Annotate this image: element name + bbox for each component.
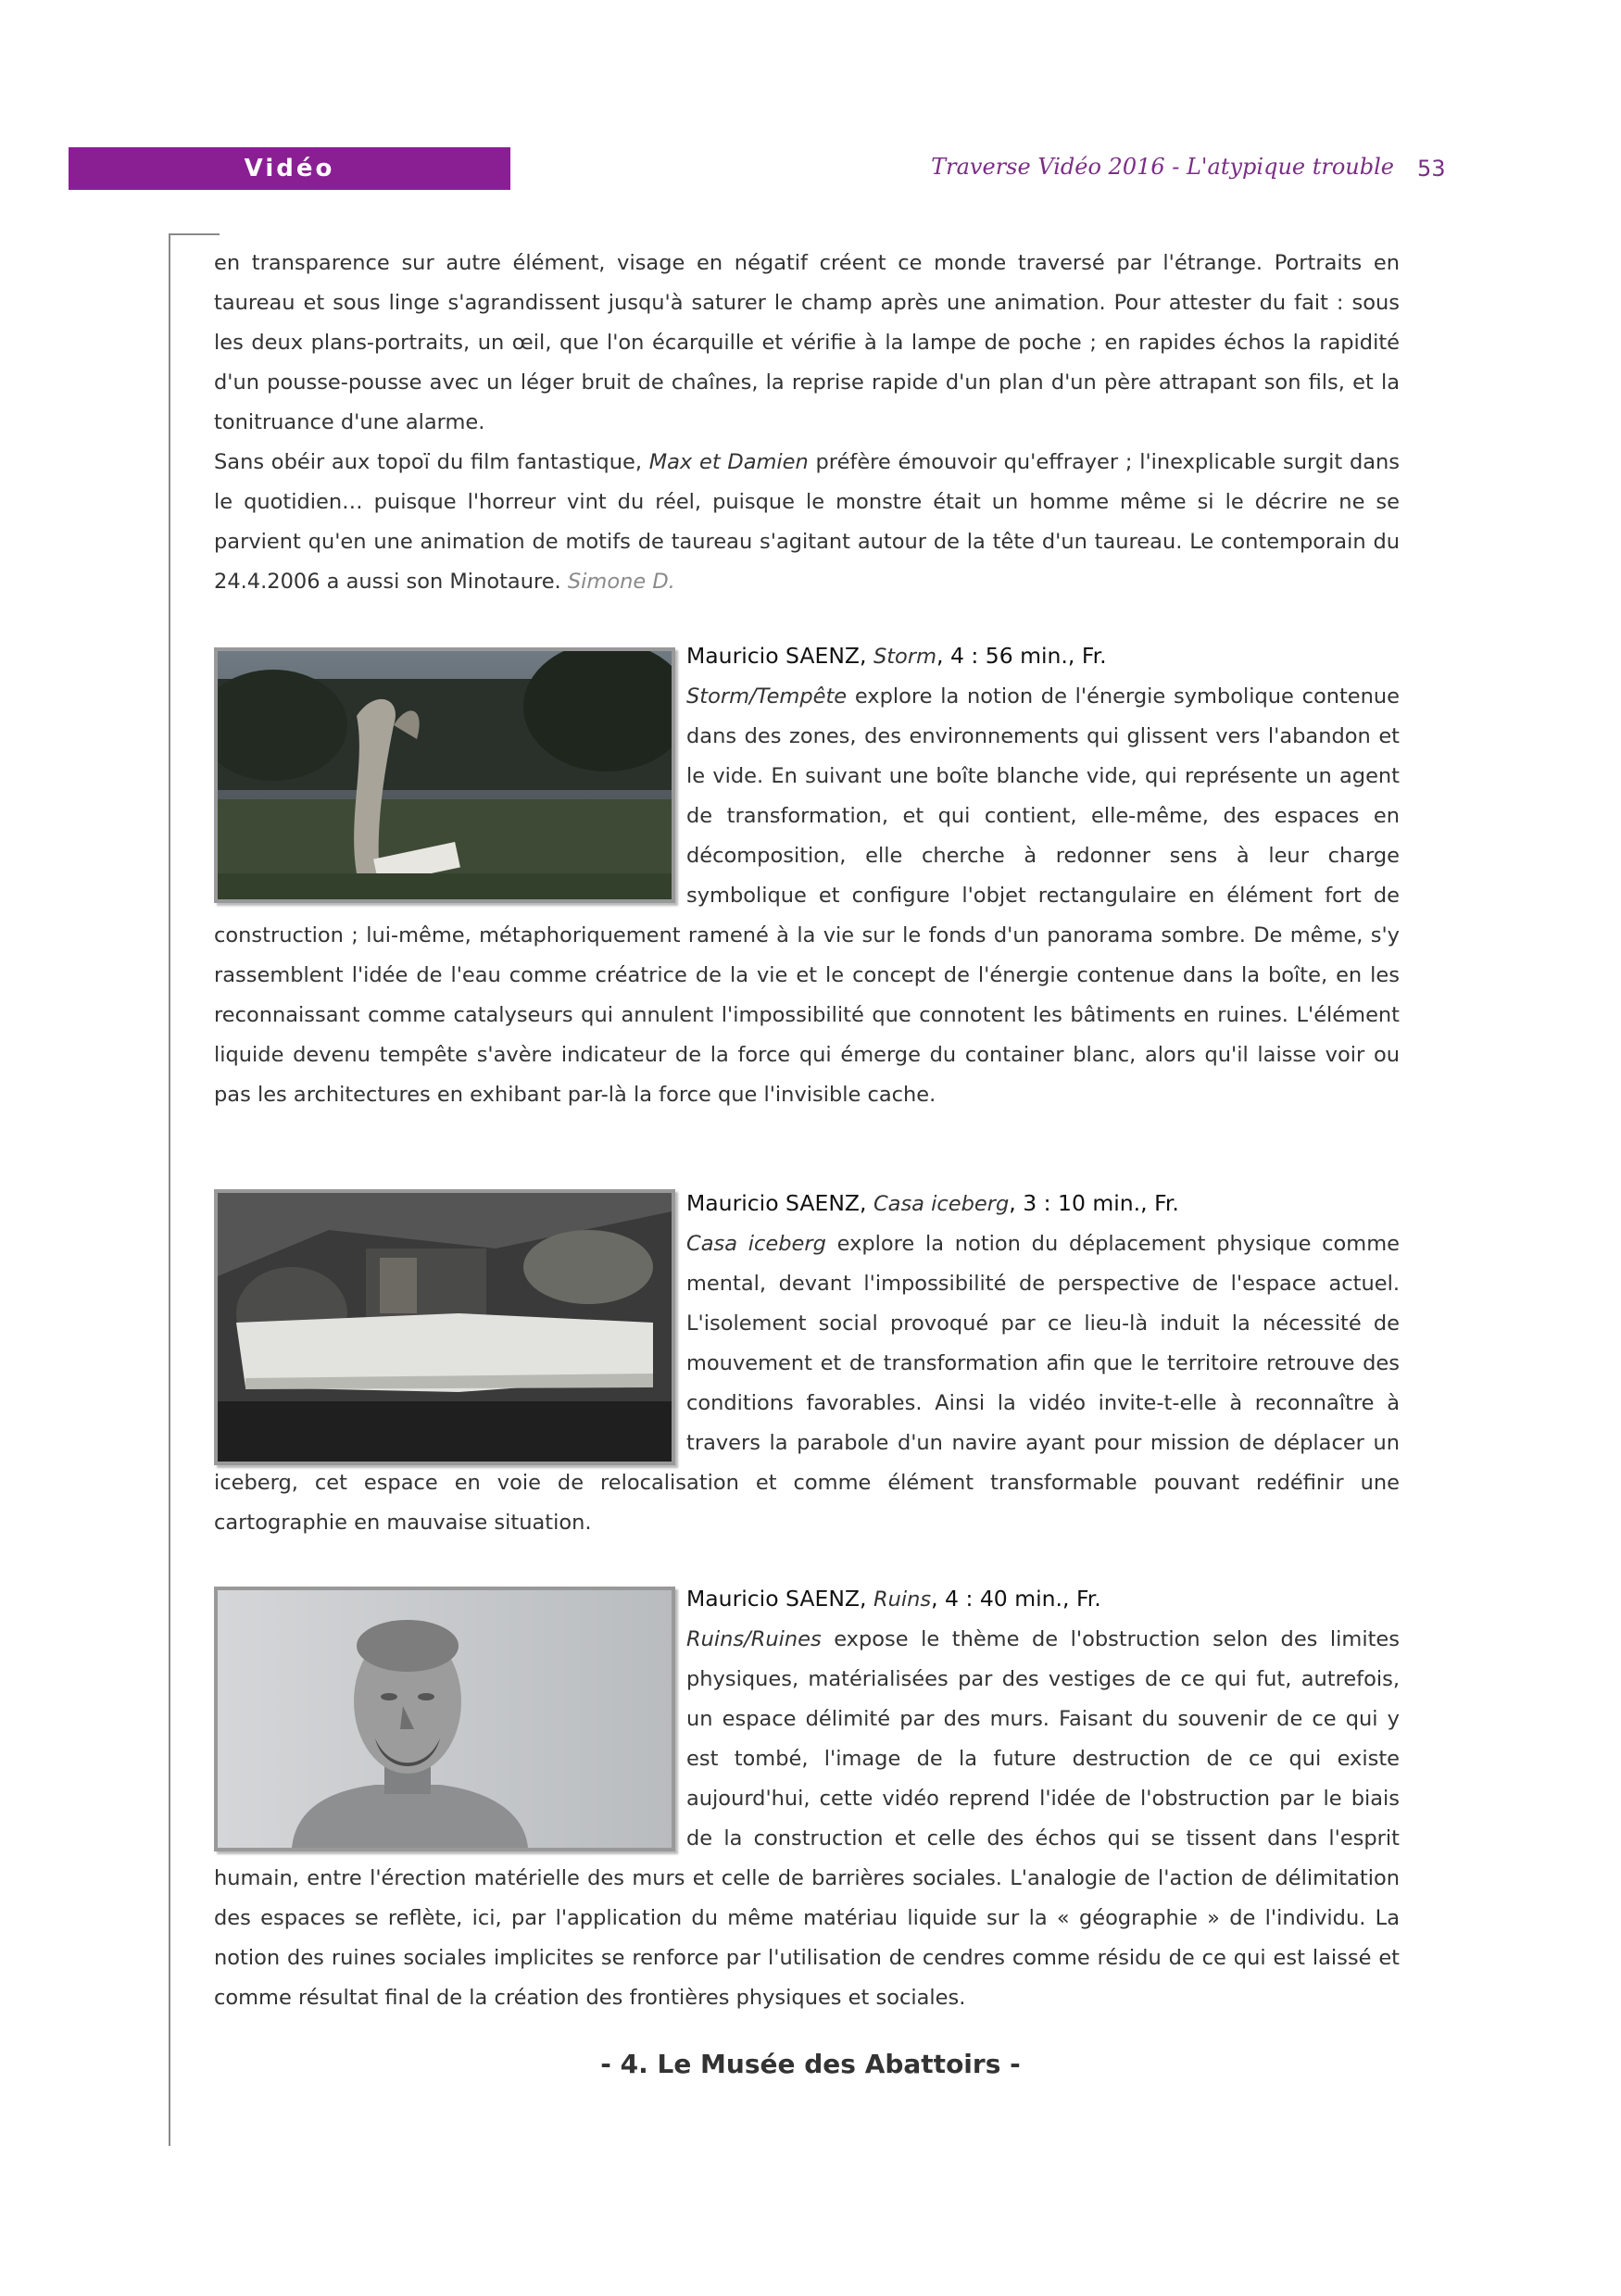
entry-ruins-heading: Mauricio SAENZ, Ruins, 4 : 40 min., Fr. — [686, 1586, 1101, 1612]
film-title: Max et Damien — [648, 450, 809, 474]
entry-ruins-body: Ruins/Ruines expose le thème de l'obstruction selon des limites physiques, matérialisées par des vestiges de ce qui fut, autrefois, un espace délimité par des murs. Faisant du souvenir de ce qui y est tombé, l'image de la future destruction de ce qui existe aujourd'hui, cette vidéo reprend l'idée de l'obstruction par le biais de la construction et celle des échos qui se tissent dans l'esprit humain, entre l'érection matérielle des murs et celle de barrières sociales. L'analogie de l'action de délimitation des espaces se reflète, ici, par l'application du même matériau liquide sur la « géographie » de l'individu. La notion des ruines sociales implicites se renforce par l'utilisation de cendres comme résidu de ce qui est laissé et comme résultat final de la création des frontières physiques et sociales. — [214, 1627, 1400, 2010]
margin-rule-tick — [169, 233, 220, 235]
running-title: Traverse Vidéo 2016 - L'atypique trouble — [931, 154, 1394, 180]
entry-storm-body: Storm/Tempête explore la notion de l'énergie symbolique contenue dans des zones, des environnements qui glissent vers l'abandon et le vide. En suivant une boîte blanche vide, qui représente un agent de transformation, et qui contient, elle-même, des espaces en décomposition, elle cherche à redonner sens à leur charge symbolique et configure l'objet rectangulaire en élément fort de construction ; lui-même, métaphoriquement ramené à la vie sur le fonds d'un panorama sombre. De même, s'y rassemblent l'idée de l'eau comme créatrice de la vie et le concept de l'énergie contenue dans la boîte, en les reconnaissant comme catalyseurs qui annulent l'impossibilité que connotent les bâtiments en ruines. L'élément liquide devenu tempête s'avère indicateur de la force qui émerge du container blanc, alors qu'il laisse voir ou pas les architectures en exhibant par-là la force que l'invisible cache. — [214, 684, 1400, 1107]
intro-paragraph-2: Sans obéir aux topoï du film fantastique, Max et Damien préfère émouvoir qu'effrayer ; l'inexplicable surgit dans le quotidien… puisque l'horreur vint du réel, puisque le monstre était un homme même si le décrire ne se parvient qu'en une animation de motifs de taureau s'agitant autour de la tête d'un taureau. Le contemporain du 24.4.2006 a aussi son Minotaure. Simone D. — [214, 450, 1400, 594]
entry-storm-heading: Mauricio SAENZ, Storm, 4 : 56 min., Fr. — [686, 643, 1107, 669]
entry-casa-iceberg-work: Casa iceberg — [873, 1192, 1010, 1216]
entry-casa-iceberg-body: Casa iceberg explore la notion du déplacement physique comme mental, devant l'impossibilité de perspective de l'espace actuel. L'isolement social provoqué par ce lieu-là induit la nécessité de mouvement et de transformation afin que le territoire retrouve des conditions favorables. Ainsi la vidéo invite-t-elle à reconnaître à travers la parabole d'un navire ayant pour mission de déplacer un iceberg, cet espace en voie de relocalisation et comme élément transformable pouvant redéfinir une cartographie en mauvaise situation. — [214, 1232, 1400, 1535]
entry-casa-iceberg — [214, 1184, 1400, 1543]
entry-casa-iceberg-heading: Mauricio SAENZ, Casa iceberg, 3 : 10 min., Fr. — [686, 1190, 1179, 1216]
intro-text — [214, 244, 1400, 602]
section-label: Vidéo — [69, 147, 510, 190]
chapter-footer: - 4. Le Musée des Abattoirs - — [600, 2049, 1021, 2079]
entry-ruins-work: Ruins — [873, 1587, 932, 1612]
entry-storm-work: Storm — [873, 645, 936, 669]
page-number: 53 — [1417, 156, 1446, 182]
entry-ruins — [214, 1579, 1400, 2018]
margin-rule — [169, 233, 170, 2146]
intro-paragraph-1: en transparence sur autre élément, visage en négatif créent ce monde traversé par l'étrange. Portraits en taureau et sous linge s'agrandissent jusqu'à saturer le champ après une animation. Pour attester du fait : sous les deux plans-portraits, un œil, que l'on écarquille et vérifie à la lampe de poche ; en rapides échos la rapidité d'un pousse-pousse avec un léger bruit de chaînes, la reprise rapide d'un plan d'un père attrapant son fils, et la tonitruance d'une alarme. — [214, 251, 1400, 434]
entry-storm — [214, 636, 1400, 1115]
author-signature: Simone D. — [567, 570, 675, 594]
